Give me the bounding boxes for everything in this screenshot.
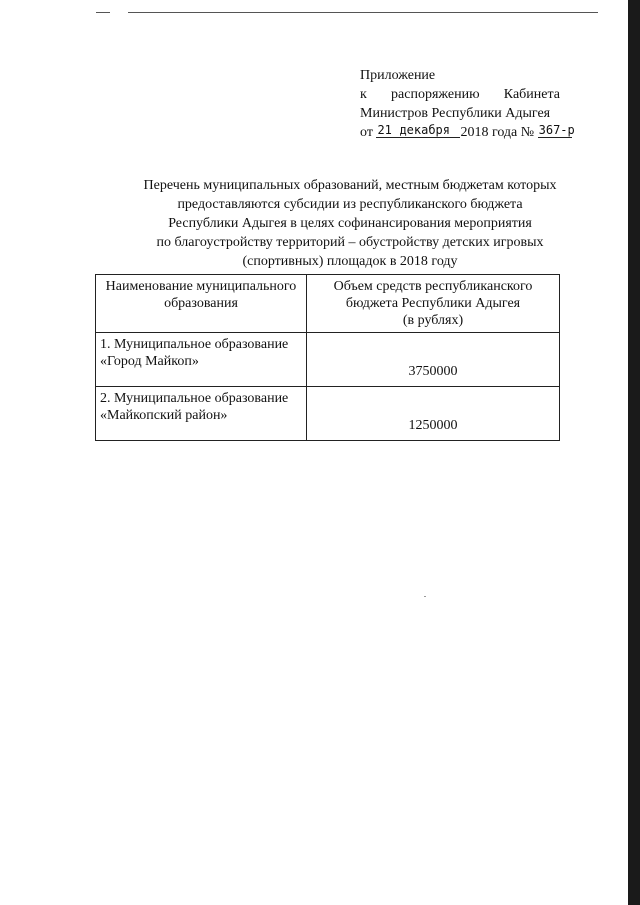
scan-artifact-dash <box>96 12 110 13</box>
row-amount: 1250000 <box>307 387 560 441</box>
order-number: 367-р <box>538 123 575 137</box>
scan-speck <box>424 596 426 597</box>
date-year: 2018 года № <box>460 125 535 140</box>
row-municipality: 2. Муниципальное образование «Майкопский район» <box>96 387 307 441</box>
appendix-word-cabinet: Кабинета <box>503 87 560 102</box>
appendix-title: Приложение <box>360 68 436 83</box>
scan-right-edge <box>628 0 640 905</box>
table-row <box>96 387 560 441</box>
appendix-ministers: Министров Республики Адыгея <box>360 106 551 121</box>
appendix-date-line <box>360 123 575 142</box>
appendix-order-line <box>360 85 560 104</box>
row-municipality: 1. Муниципальное образование «Город Майкоп» <box>96 333 307 387</box>
title-line: Перечень муниципальных образований, местным бюджетам которых <box>143 178 557 193</box>
date-prefix: от <box>360 125 373 140</box>
date-day: 21 <box>376 124 398 138</box>
appendix-word-order: распоряжению <box>391 87 480 102</box>
appendix-word-k: к <box>360 87 367 102</box>
title-line: Республики Адыгея в целях софинансирования мероприятия <box>168 216 532 231</box>
row-amount: 3750000 <box>307 333 560 387</box>
title-line: (спортивных) площадок в 2018 году <box>242 254 458 269</box>
document-title <box>115 176 585 271</box>
header-amount: Объем средств республиканского бюджета Республики Адыгея (в рублях) <box>307 275 560 333</box>
subsidy-table <box>95 274 560 441</box>
title-line: предоставляются субсидии из республиканского бюджета <box>177 197 523 212</box>
appendix-block <box>360 66 575 142</box>
scan-artifact-line <box>128 12 598 13</box>
table-row <box>96 333 560 387</box>
header-municipality: Наименование муниципального образования <box>96 275 307 333</box>
table-header-row <box>96 275 560 333</box>
title-line: по благоустройству территорий – обустройству детских игровых <box>156 235 544 250</box>
date-month: декабря <box>398 124 460 138</box>
